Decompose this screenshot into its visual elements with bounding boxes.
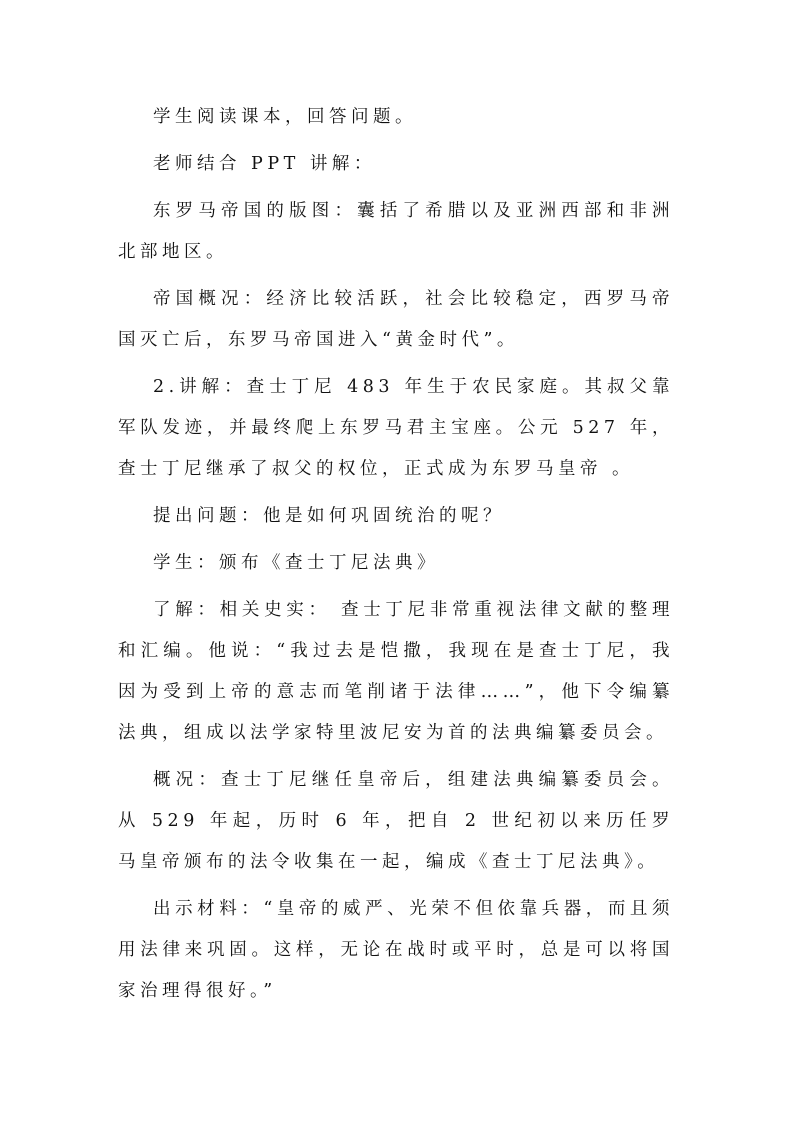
paragraph-empire-overview: 帝国概况：经济比较活跃，社会比较稳定，西罗马帝国灭亡后，东罗马帝国进入“黄金时代”。 <box>118 289 674 350</box>
paragraph-code-overview: 概况：查士丁尼继任皇帝后，组建法典编纂委员会。从 529 年起，历时 6 年，把自 2 世纪初以来历任罗马皇帝颁布的法令收集在一起，编成《查士丁尼法典》。 <box>118 770 674 872</box>
paragraph-historical-facts: 了解：相关史实： 查士丁尼非常重视法律文献的整理和汇编。他说：“我过去是恺撒，我现在是查士丁尼，我因为受到上帝的意志而笔削诸于法律……”，他下令编纂法典，组成以法学家特里波尼安为首的法典编纂委员会。 <box>118 600 674 743</box>
document-body <box>118 97 674 1018</box>
paragraph-student-answer: 学生：颁布《查士丁尼法典》 <box>153 553 439 573</box>
paragraph-ppt-intro: 老师结合 PPT 讲解： <box>153 154 376 174</box>
paragraph-reading-task: 学生阅读课本，回答问题。 <box>153 107 417 127</box>
paragraph-territory: 东罗马帝国的版图：囊括了希腊以及亚洲西部和非洲北部地区。 <box>118 201 674 262</box>
paragraph-justinian-bio: 2.讲解：查士丁尼 483 年生于农民家庭。其叔父靠军队发迹，并最终爬上东罗马君主宝座。公元 527 年，查士丁尼继承了叔父的权位，正式成为东罗马皇帝 。 <box>118 377 674 479</box>
paragraph-source-material: 出示材料：“皇帝的威严、光荣不但依靠兵器，而且须用法律来巩固。这样，无论在战时或平时，总是可以将国家治理得很好。” <box>118 899 674 1001</box>
paragraph-question: 提出问题：他是如何巩固统治的呢？ <box>153 506 505 526</box>
